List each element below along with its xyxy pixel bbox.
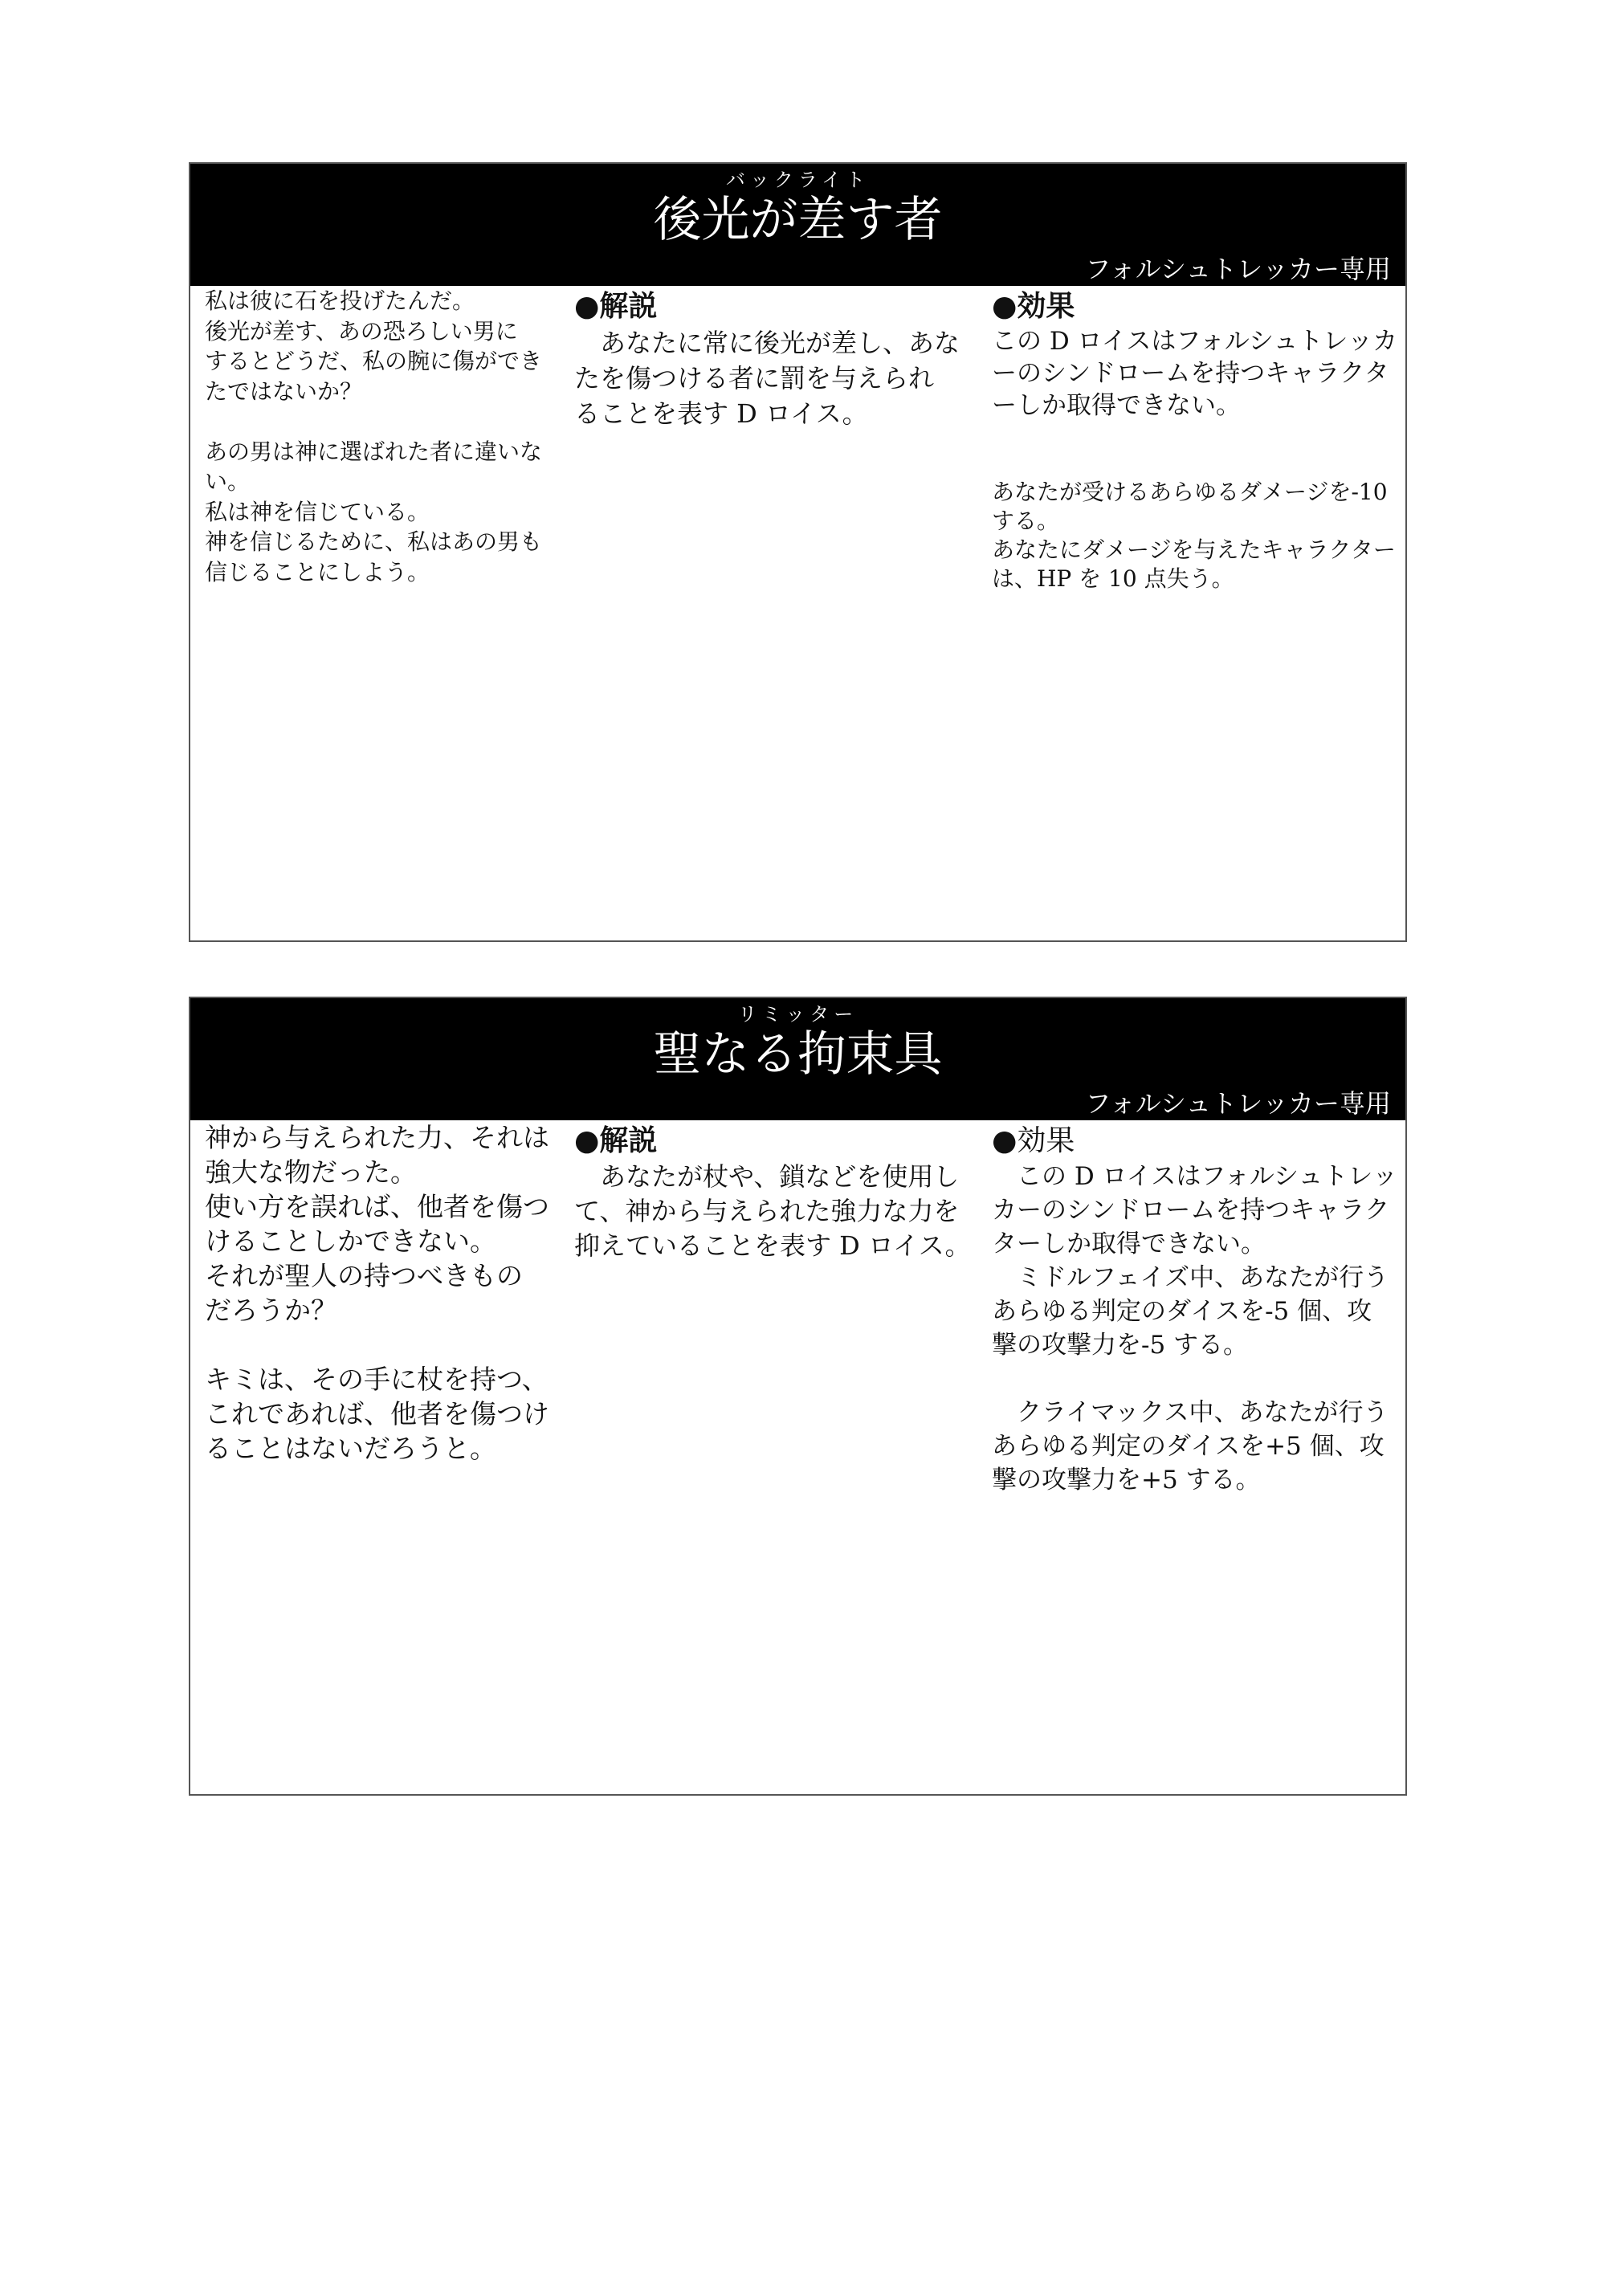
effect-detail-line: あなたが受けるあらゆるダメージを-10 xyxy=(992,479,1388,505)
effect-line: カーのシンドロームを持つキャラク xyxy=(992,1196,1390,1225)
effect-detail-line: する。 xyxy=(992,508,1060,534)
flavor-text-line: 神を信じるために、私はあの男も xyxy=(205,528,543,555)
flavor-text-line: これであれば、他者を傷つけ xyxy=(205,1398,549,1429)
flavor-text-line: ることはないだろうと。 xyxy=(205,1433,496,1464)
explanation-line: 抑えていることを表す D ロイス。 xyxy=(574,1230,971,1261)
effect-line: この D ロイスはフォルシュトレッカ xyxy=(992,327,1398,356)
flavor-text-line: 後光が差す、あの恐ろしい男に xyxy=(205,317,518,345)
flavor-text-line: 私は神を信じている。 xyxy=(205,498,430,525)
explanation-line: ることを表す D ロイス。 xyxy=(574,398,868,429)
explanation-line: あなたが杖や、鎖などを使用し xyxy=(574,1161,960,1192)
effect-line: ターしか取得できない。 xyxy=(992,1230,1266,1258)
explanation-text xyxy=(574,325,980,431)
flavor-text-line: い。 xyxy=(205,468,251,495)
effect-detail-text xyxy=(992,478,1403,593)
explanation-line: たを傷つける者に罰を与えられ xyxy=(574,363,935,394)
flavor-text-line: 神から与えられた力、それは xyxy=(205,1122,549,1153)
flavor-text-line: するとどうだ、私の腕に傷ができ xyxy=(205,348,543,374)
effect-line: ーのシンドロームを持つキャラクタ xyxy=(992,359,1389,388)
flavor-text-line: それが聖人の持つべきもの xyxy=(205,1260,523,1291)
effect-detail-line: は、HP を 10 点失う。 xyxy=(992,565,1234,592)
d-lois-card xyxy=(189,162,1407,942)
effect-column xyxy=(992,1120,1403,1497)
effect-detail-line: あなたにダメージを与えたキャラクター xyxy=(992,536,1396,563)
explanation-heading: ●解説 xyxy=(574,1124,658,1157)
flavor-text-line: あの男は神に選ばれた者に違いな xyxy=(205,438,543,465)
effect-line: クライマックス中、あなたが行う xyxy=(992,1398,1389,1427)
restriction-label: フォルシュトレッカー専用 xyxy=(1085,254,1391,284)
blank-line xyxy=(992,1362,1403,1396)
blank-line xyxy=(205,406,562,437)
effect-line: この D ロイスはフォルシュトレッ xyxy=(992,1162,1398,1191)
effect-line: 撃の攻撃力を-5 する。 xyxy=(992,1331,1249,1360)
flavor-text-line: 強大な物だった。 xyxy=(205,1156,417,1188)
effect-column xyxy=(992,286,1403,593)
card-title: 聖なる拘束具 xyxy=(653,1026,943,1083)
card-header xyxy=(190,998,1405,1120)
restriction-label: フォルシュトレッカー専用 xyxy=(1085,1088,1391,1119)
effect-line: あらゆる判定のダイスを+5 個、攻 xyxy=(992,1432,1385,1461)
flavor-text-column xyxy=(205,1120,562,1466)
explanation-line: あなたに常に後光が差し、あな xyxy=(574,328,960,358)
card-header xyxy=(190,164,1405,286)
flavor-text-line: 使い方を誤れば、他者を傷つ xyxy=(205,1191,549,1222)
effect-line: 撃の攻撃力を+5 する。 xyxy=(992,1466,1261,1495)
flavor-text-line: たではないか？ xyxy=(205,377,363,405)
card-title: 後光が差す者 xyxy=(653,192,943,248)
flavor-text-line: 信じることにしよう。 xyxy=(205,558,430,585)
effect-spacer xyxy=(992,422,1403,478)
flavor-text-line: 私は彼に石を投げたんだ。 xyxy=(205,288,475,314)
effect-line: ミドルフェイズ中、あなたが行う xyxy=(992,1263,1389,1292)
explanation-column xyxy=(574,1120,980,1263)
blank-line xyxy=(205,1327,562,1362)
effect-heading: ●効果 xyxy=(992,1124,1075,1157)
effect-text xyxy=(992,1160,1403,1497)
explanation-heading: ●解説 xyxy=(574,290,658,323)
effect-line: あらゆる判定のダイスを-5 個、攻 xyxy=(992,1297,1372,1326)
flavor-text-line: だろうか？ xyxy=(205,1295,337,1326)
flavor-text-line: けることしかできない。 xyxy=(205,1225,496,1257)
flavor-text-line: キミは、その手に杖を持つ、 xyxy=(205,1364,549,1395)
explanation-text xyxy=(574,1160,980,1263)
effect-heading: ●効果 xyxy=(992,290,1075,323)
title-ruby: リミッター xyxy=(737,1003,858,1026)
title-ruby: バックライト xyxy=(725,169,871,191)
effect-line: ーしか取得できない。 xyxy=(992,391,1241,420)
flavor-text-column xyxy=(205,286,562,587)
explanation-line: て、神から与えられた強力な力を xyxy=(574,1196,960,1226)
d-lois-card xyxy=(189,997,1407,1796)
explanation-column xyxy=(574,286,980,431)
effect-text xyxy=(992,325,1403,422)
